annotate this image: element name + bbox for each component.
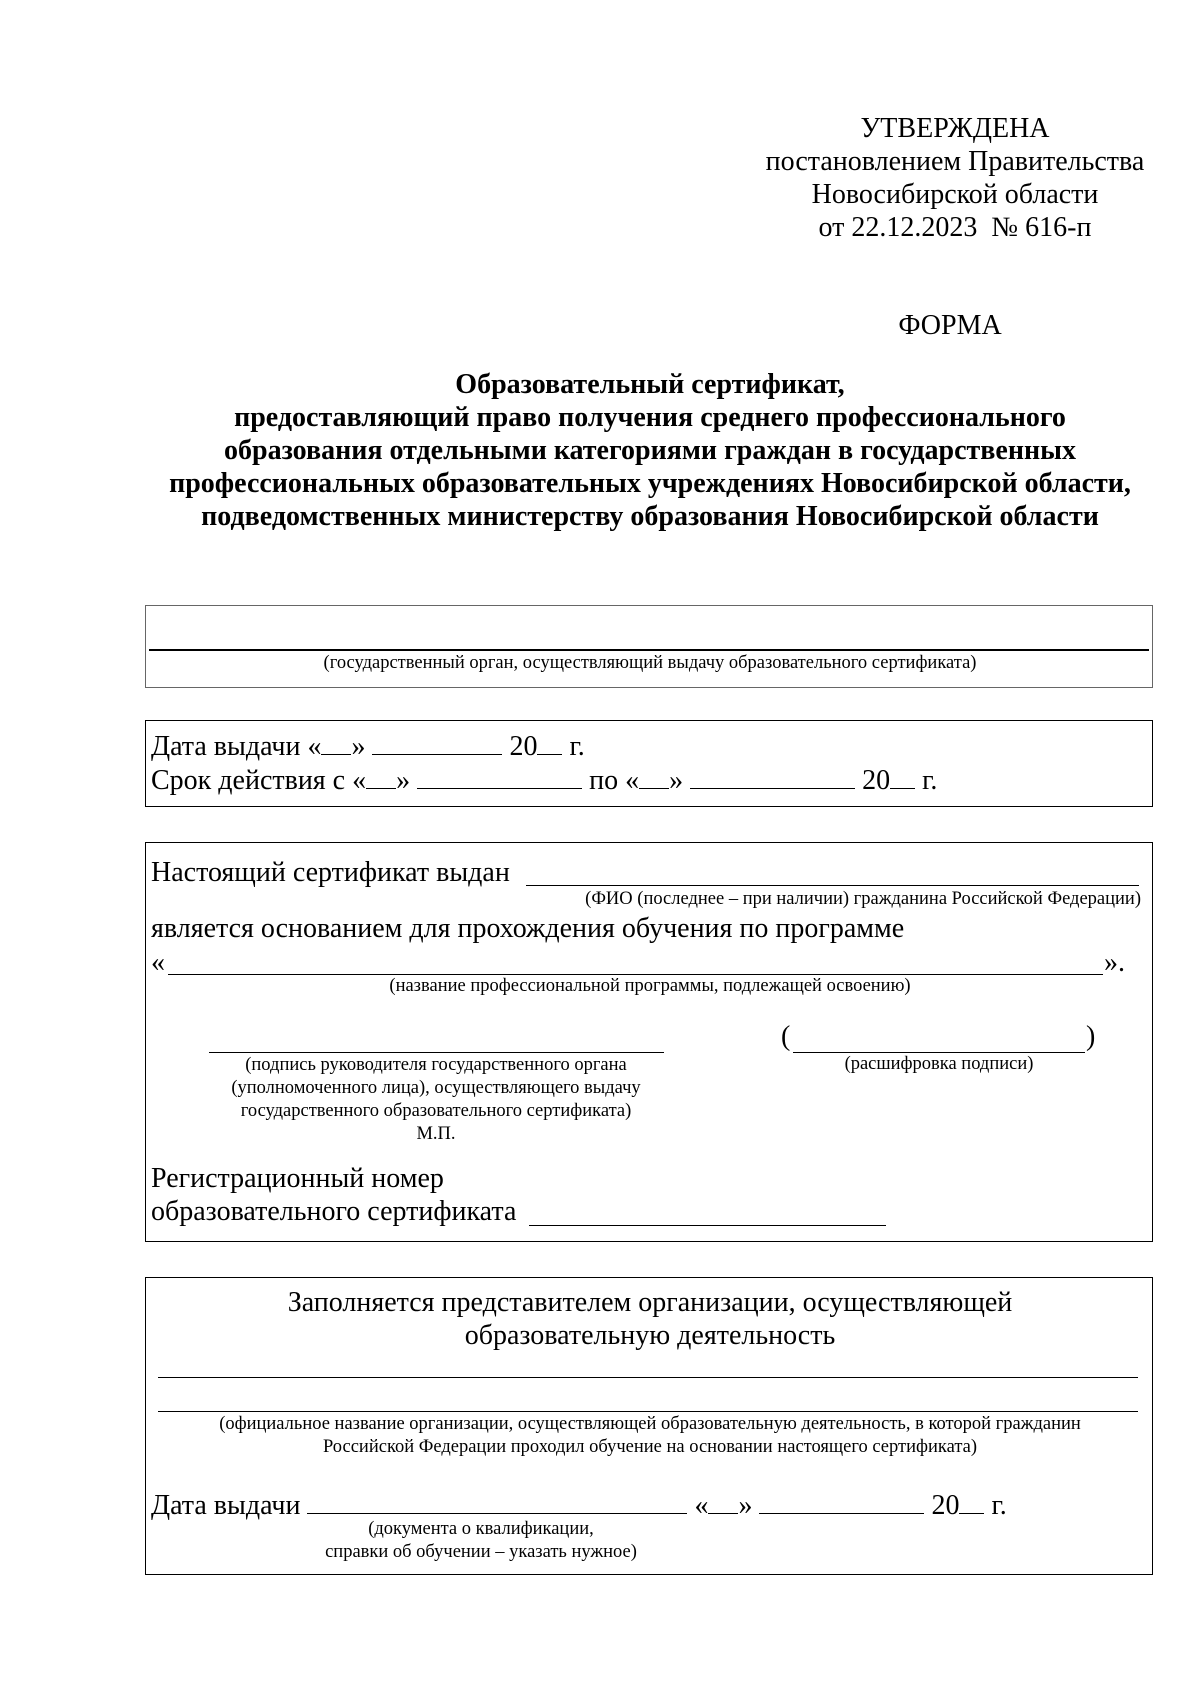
- program-open-quote: «: [151, 947, 165, 978]
- issue-year-field[interactable]: [537, 730, 562, 755]
- decode-field-line[interactable]: [793, 1052, 1085, 1053]
- title-line-2: предоставляющий право получения среднего профессионального: [234, 402, 1066, 433]
- org-issue-month-field[interactable]: [759, 1489, 924, 1514]
- program-close-quote: ».: [1104, 947, 1125, 978]
- org-issue-day-field[interactable]: [708, 1489, 738, 1514]
- fio-field-line[interactable]: [526, 885, 1139, 886]
- program-caption: (название профессиональной программы, подлежащей освоению): [389, 976, 911, 996]
- validity-from-day-field[interactable]: [366, 764, 396, 789]
- title-line-4: профессиональных образовательных учреждениях Новосибирской области,: [169, 468, 1131, 499]
- organization-box: [145, 1277, 1153, 1575]
- org-name-caption: (официальное название организации, осуществляющей образовательную деятельность, в которой гражданин Российской Федерации проходил обучение на основании настоящего сертификата): [219, 1414, 1081, 1457]
- fio-caption: (ФИО (последнее – при наличии) гражданина Российской Федерации): [585, 889, 1141, 909]
- issuer-field-line[interactable]: [149, 649, 1149, 651]
- basis-text: является основанием для прохождения обучения по программе: [151, 913, 905, 944]
- form-label: ФОРМА: [898, 310, 1002, 341]
- signature-field-line[interactable]: [209, 1052, 664, 1053]
- approval-line-2: постановлением Правительства: [765, 146, 1145, 177]
- issue-month-field[interactable]: [372, 730, 502, 755]
- org-heading-1: Заполняется представителем организации, осуществляющей: [287, 1287, 1013, 1318]
- certificate-box: [145, 842, 1153, 1242]
- reg-number-field-line[interactable]: [529, 1225, 886, 1226]
- issue-date-label: Дата выдачи: [151, 731, 301, 762]
- issuer-caption: (государственный орган, осуществляющий выдачу образовательного сертификата): [323, 653, 977, 673]
- document-type-caption: (документа о квалификации, справки об обучении – указать нужное): [325, 1519, 637, 1562]
- decode-caption: (расшифровка подписи): [844, 1054, 1034, 1074]
- title-line-1: Образовательный сертификат,: [455, 369, 845, 400]
- dates-box: [145, 720, 1153, 807]
- document-title: [120, 368, 1180, 533]
- reg-number-label-1: Регистрационный номер: [151, 1163, 444, 1194]
- validity-to-day-field[interactable]: [639, 764, 669, 789]
- program-field-line[interactable]: [168, 974, 1103, 975]
- approval-line-3: Новосибирской области: [811, 179, 1099, 210]
- org-issue-year-field[interactable]: [959, 1489, 984, 1514]
- validity-row: Срок действия с « » по « » 20 г.: [151, 765, 938, 796]
- reg-number-label-2: образовательного сертификата: [151, 1196, 517, 1227]
- decode-open-paren: (: [781, 1021, 791, 1052]
- issue-date-row: Дата выдачи « » 20 г.: [151, 731, 585, 762]
- title-line-3: образования отдельными категориями граждан в государственных: [224, 435, 1076, 466]
- org-name-field-line-2[interactable]: [158, 1411, 1138, 1412]
- issuer-box: [145, 605, 1153, 688]
- approval-line-4: от 22.12.2023 № 616-п: [818, 212, 1092, 243]
- stamp-label: М.П.: [416, 1124, 456, 1144]
- validity-from-month-field[interactable]: [417, 764, 582, 789]
- decode-close-paren: ): [1086, 1021, 1096, 1052]
- issued-to-label: Настоящий сертификат выдан: [151, 857, 510, 888]
- validity-to-month-field[interactable]: [690, 764, 855, 789]
- validity-to-label: по: [589, 765, 619, 796]
- org-issue-date-row: Дата выдачи « » 20 г.: [151, 1490, 1007, 1521]
- approval-block: [700, 112, 1200, 244]
- org-issue-date-label: Дата выдачи: [151, 1490, 301, 1521]
- org-name-field-line-1[interactable]: [158, 1377, 1138, 1378]
- approval-title: УТВЕРЖДЕНА: [860, 113, 1050, 144]
- validity-to-year-field[interactable]: [890, 764, 915, 789]
- title-line-5: подведомственных министерству образования Новосибирской области: [201, 501, 1099, 532]
- document-type-field[interactable]: [307, 1489, 687, 1514]
- signature-caption: (подпись руководителя государственного органа (уполномоченного лица), осуществляющего выдачу государственного образовательного сертификата) М.П.: [186, 1054, 686, 1146]
- org-heading-2: образовательную деятельность: [464, 1320, 836, 1351]
- issue-day-field[interactable]: [321, 730, 351, 755]
- validity-label: Срок действия с: [151, 765, 346, 796]
